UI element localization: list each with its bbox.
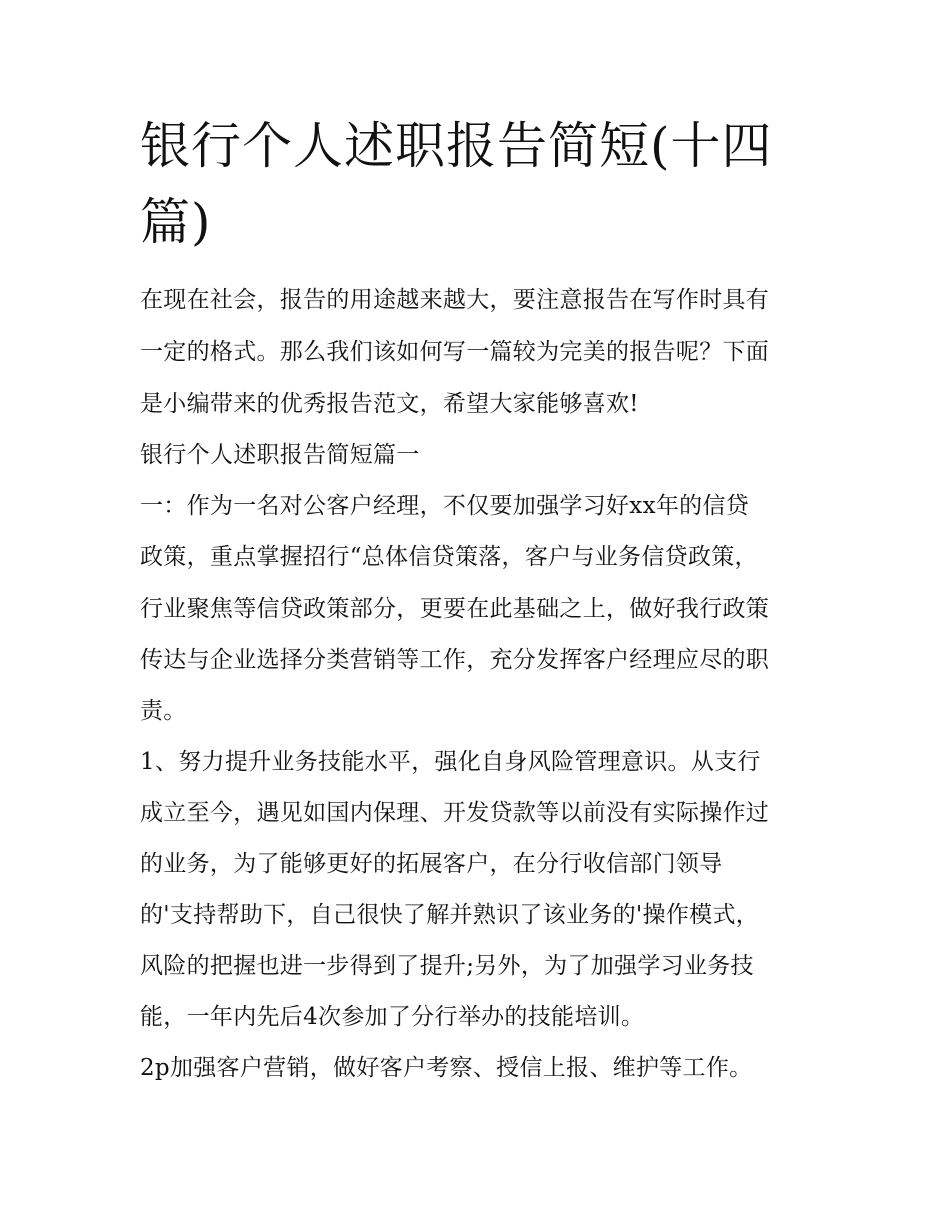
paragraph-line-11: 能，一年内先后4次参加了分行举办的技能培训。 (140, 1004, 645, 1030)
paragraph-line-3: 行业聚焦等信贷政策部分，更要在此基础之上，做好我行政策 (140, 596, 770, 622)
section-heading-1: 银行个人述职报告简短篇一 (140, 442, 420, 468)
paragraph-line-10: 风险的把握也进一步得到了提升;另外，为了加强学习业务技 (140, 953, 754, 979)
paragraph-line-8: 的业务，为了能够更好的拓展客户，在分行收信部门领导 (140, 851, 723, 877)
paragraph-line-2: 政策，重点掌握招行“总体信贷策落，客户与业务信贷政策， (140, 544, 758, 570)
paragraph-line-intro-1: 在现在社会，报告的用途越来越大，要注意报告在写作时具有 (140, 287, 770, 313)
paragraph-line-4: 传达与企业选择分类营销等工作，充分发挥客户经理应尽的职 (140, 647, 770, 673)
paragraph-line-intro-2: 一定的格式。那么我们该如何写一篇较为完美的报告呢？下面 (140, 339, 770, 365)
paragraph-line-intro-3: 是小编带来的优秀报告范文，希望大家能够喜欢! (140, 391, 639, 417)
paragraph-line-1: 一：作为一名对公客户经理，不仅要加强学习好xx年的信贷 (140, 493, 750, 519)
paragraph-line-5: 责。 (140, 698, 187, 724)
paragraph-line-12: 2p加强客户营销，做好客户考察、授信上报、维护等工作。 (140, 1055, 753, 1081)
paragraph-line-6: 1、努力提升业务技能水平，强化自身风险管理意识。从支行 (140, 749, 761, 775)
document-title: 银行个人述职报告简短(十四篇) (140, 117, 773, 251)
paragraph-line-9: 的'支持帮助下，自己很快了解并熟识了该业务的'操作模式， (140, 902, 760, 928)
paragraph-line-7: 成立至今，遇见如国内保理、开发贷款等以前没有实际操作过 (140, 800, 770, 826)
